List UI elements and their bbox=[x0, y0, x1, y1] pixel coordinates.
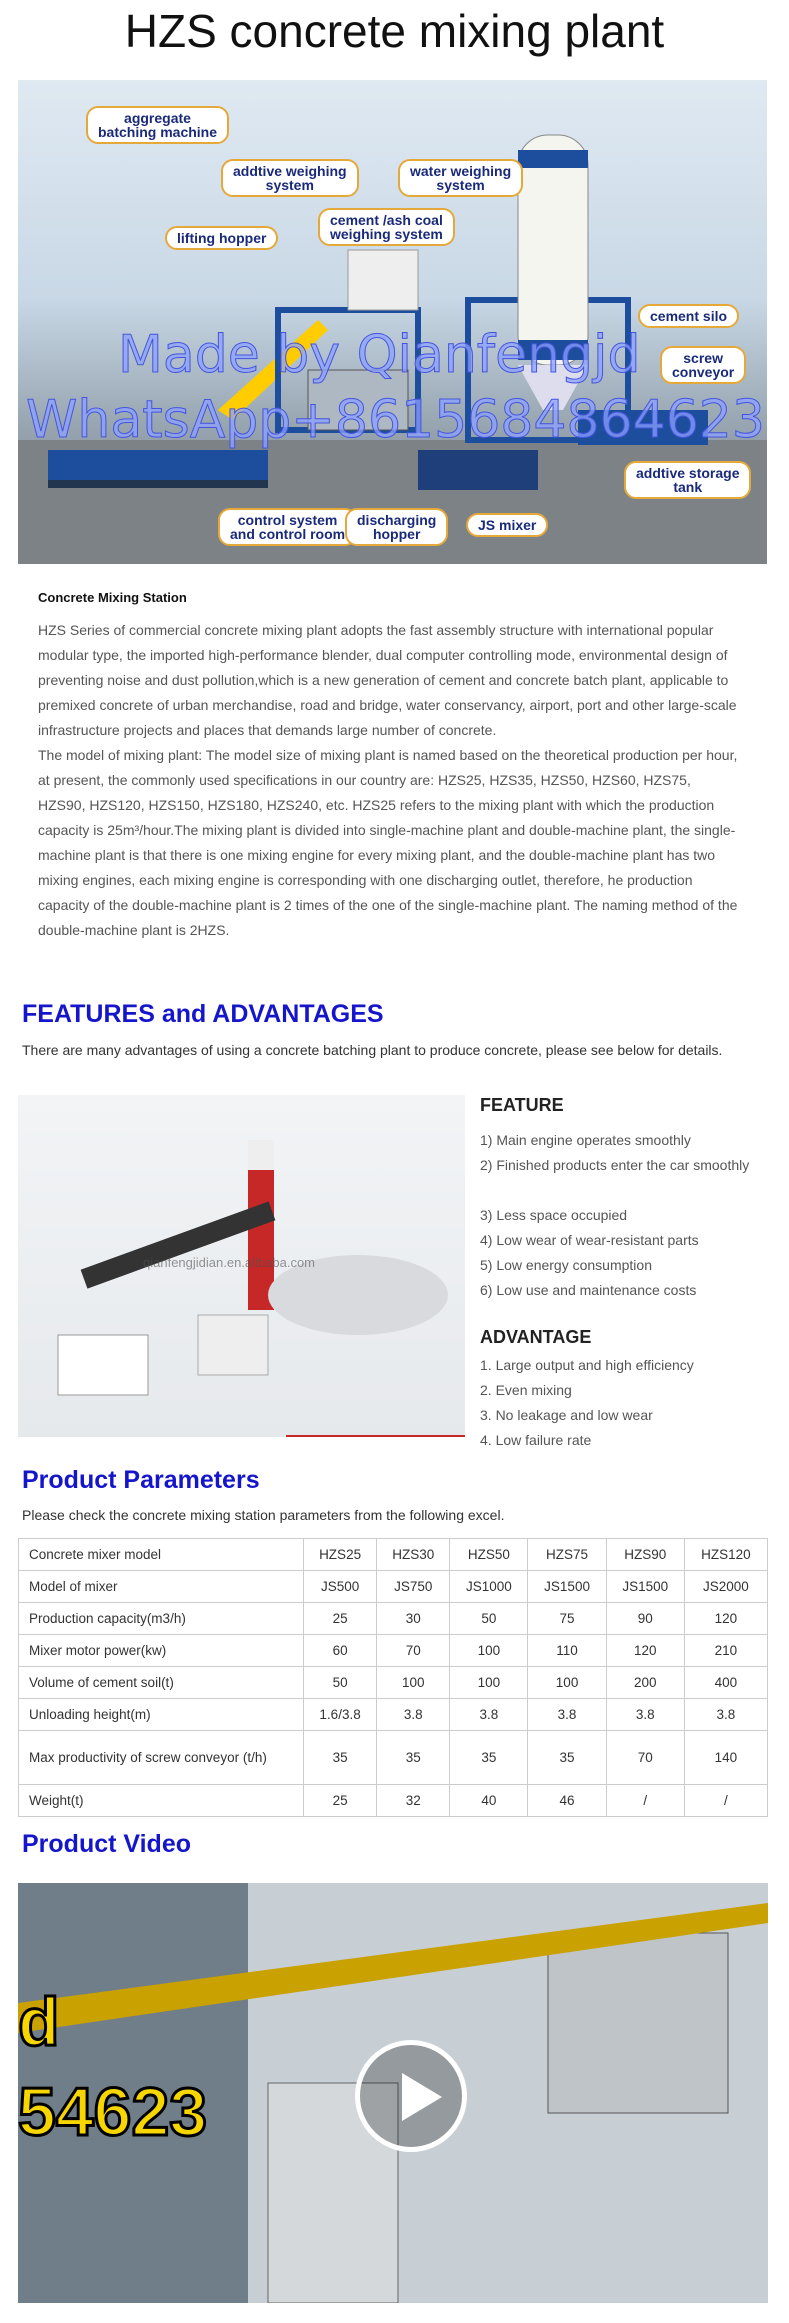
table-cell: 400 bbox=[684, 1667, 767, 1699]
station-para-1: HZS Series of commercial concrete mixing plant adopts the fast assembly structure with international popular modular type, the imported high-performance blender, dual computer controlling mode, environmental design of preventing noise and dust pollution,which is a new generation of cement and concrete batch plant, applicable to premixed concrete of urban merchandise, road and bridge, water conservancy, airport, port and other large-scale infrastructure projects and places that demands large number of concrete. bbox=[38, 622, 737, 738]
table-row bbox=[19, 1699, 768, 1731]
table-cell: 210 bbox=[684, 1635, 767, 1667]
table-cell: 35 bbox=[450, 1731, 528, 1785]
page-title: HZS concrete mixing plant bbox=[124, 5, 665, 57]
feature-item: 3) Less space occupied bbox=[480, 1207, 628, 1223]
table-cell: 120 bbox=[684, 1603, 767, 1635]
feature-title: FEATURE bbox=[480, 1095, 564, 1115]
parameters-heading: Product Parameters bbox=[22, 1466, 260, 1494]
table-row bbox=[19, 1635, 768, 1667]
features-intro: There are many advantages of using a concrete batching plant to produce concrete, please see below for details. bbox=[22, 1042, 723, 1058]
table-cell: 100 bbox=[450, 1635, 528, 1667]
table-cell: 3.8 bbox=[684, 1699, 767, 1731]
parameters-table bbox=[18, 1538, 768, 1817]
render-watermark: qianfengjidian.en.alibaba.com bbox=[143, 1255, 316, 1270]
label-lifting-hopper: lifting hopper bbox=[165, 226, 278, 250]
table-cell: 75 bbox=[528, 1603, 606, 1635]
video-overlay-text-1: d bbox=[18, 1984, 60, 2060]
table-row bbox=[19, 1603, 768, 1635]
table-row bbox=[19, 1571, 768, 1603]
label-js-mixer: JS mixer bbox=[466, 513, 548, 537]
video-overlay-text-2: 54623 bbox=[18, 2074, 208, 2150]
video-heading: Product Video bbox=[22, 1830, 192, 1858]
table-cell: 3.8 bbox=[528, 1699, 606, 1731]
label-cement-silo: cement silo bbox=[638, 304, 739, 328]
advantage-title: ADVANTAGE bbox=[480, 1327, 592, 1347]
advantage-item: 2. Even mixing bbox=[480, 1382, 572, 1398]
parameters-intro: Please check the concrete mixing station parameters from the following excel. bbox=[22, 1507, 505, 1523]
table-row bbox=[19, 1785, 768, 1817]
watermark-whatsapp: WhatsApp+8615684864623 bbox=[26, 390, 765, 450]
table-cell: 3.8 bbox=[606, 1699, 684, 1731]
table-cell: 140 bbox=[684, 1731, 767, 1785]
hero-diagram-image bbox=[18, 80, 767, 564]
table-cell: 70 bbox=[606, 1731, 684, 1785]
row-label: Production capacity(m3/h) bbox=[19, 1603, 304, 1635]
table-cell: 3.8 bbox=[377, 1699, 450, 1731]
play-icon[interactable] bbox=[355, 2040, 467, 2152]
row-label: Volume of cement soil(t) bbox=[19, 1667, 304, 1699]
table-cell: HZS120 bbox=[684, 1539, 767, 1571]
table-cell: / bbox=[606, 1785, 684, 1817]
feature-item: 2) Finished products enter the car smoothly bbox=[480, 1157, 750, 1173]
table-cell: HZS90 bbox=[606, 1539, 684, 1571]
table-cell: 3.8 bbox=[450, 1699, 528, 1731]
label-water-weighing: water weighing system bbox=[398, 159, 523, 197]
table-row bbox=[19, 1539, 768, 1571]
table-cell: 25 bbox=[304, 1603, 377, 1635]
table-cell: 200 bbox=[606, 1667, 684, 1699]
table-cell: 35 bbox=[304, 1731, 377, 1785]
table-cell: 50 bbox=[304, 1667, 377, 1699]
table-cell: JS750 bbox=[377, 1571, 450, 1603]
feature-item: 5) Low energy consumption bbox=[480, 1257, 652, 1273]
row-label: Max productivity of screw conveyor (t/h) bbox=[19, 1731, 304, 1785]
table-cell: 50 bbox=[450, 1603, 528, 1635]
table-cell: 46 bbox=[528, 1785, 606, 1817]
feature-item: 4) Low wear of wear-resistant parts bbox=[480, 1232, 699, 1248]
table-cell: / bbox=[684, 1785, 767, 1817]
label-aggregate-batching: aggregate batching machine bbox=[86, 106, 229, 144]
table-cell: HZS50 bbox=[450, 1539, 528, 1571]
table-cell: 35 bbox=[528, 1731, 606, 1785]
plant-render-image bbox=[18, 1095, 465, 1437]
label-additive-weighing: addtive weighing system bbox=[221, 159, 359, 197]
station-section bbox=[38, 590, 738, 943]
table-cell: 60 bbox=[304, 1635, 377, 1667]
table-cell: 110 bbox=[528, 1635, 606, 1667]
table-cell: 100 bbox=[528, 1667, 606, 1699]
feature-item: 6) Low use and maintenance costs bbox=[480, 1282, 697, 1298]
table-cell: 100 bbox=[377, 1667, 450, 1699]
table-cell: 30 bbox=[377, 1603, 450, 1635]
row-label: Unloading height(m) bbox=[19, 1699, 304, 1731]
table-cell: JS2000 bbox=[684, 1571, 767, 1603]
label-discharging-hopper: discharging hopper bbox=[345, 508, 448, 546]
label-cement-weighing: cement /ash coal weighing system bbox=[318, 208, 455, 246]
table-cell: HZS75 bbox=[528, 1539, 606, 1571]
row-label: Mixer motor power(kw) bbox=[19, 1635, 304, 1667]
table-cell: 35 bbox=[377, 1731, 450, 1785]
table-cell: 70 bbox=[377, 1635, 450, 1667]
advantage-item: 1. Large output and high efficiency bbox=[480, 1357, 694, 1373]
table-row bbox=[19, 1731, 768, 1785]
product-video[interactable] bbox=[18, 1883, 768, 2303]
table-cell: 90 bbox=[606, 1603, 684, 1635]
station-para-2: The model of mixing plant: The model size of mixing plant is named based on the theoretical production per hour, at present, the commonly used specifications in our country are: HZS25, HZS35, HZS50, HZS60, HZS75, HZS90, HZS120, HZS150, HZS180, HZS240, etc. HZS25 refers to the mixing plant with which the production capacity is 25m³/hour.The mixing plant is divided into single-machine plant and double-machine plant, the single-machine plant is that there is one mixing engine for every mixing plant, and the double-machine plant has two mixing engines, each mixing engine is corresponding with one discharging outlet, therefore, he production capacity of the double-machine plant is 2 times of the one of the single-machine plant. The naming method of the double-machine plant is 2HZS. bbox=[38, 747, 738, 938]
table-cell: HZS25 bbox=[304, 1539, 377, 1571]
advantage-item: 4. Low failure rate bbox=[480, 1432, 592, 1448]
features-heading: FEATURES and ADVANTAGES bbox=[22, 1000, 384, 1028]
feature-item: 1) Main engine operates smoothly bbox=[480, 1132, 691, 1148]
table-cell: 100 bbox=[450, 1667, 528, 1699]
table-cell: JS1500 bbox=[606, 1571, 684, 1603]
table-cell: JS1000 bbox=[450, 1571, 528, 1603]
table-row bbox=[19, 1667, 768, 1699]
station-heading: Concrete Mixing Station bbox=[38, 590, 187, 605]
advantage-item: 3. No leakage and low wear bbox=[480, 1407, 653, 1423]
table-cell: JS1500 bbox=[528, 1571, 606, 1603]
table-cell: 25 bbox=[304, 1785, 377, 1817]
table-cell: HZS30 bbox=[377, 1539, 450, 1571]
row-label: Weight(t) bbox=[19, 1785, 304, 1817]
table-cell: 1.6/3.8 bbox=[304, 1699, 377, 1731]
label-control-system: control system and control room bbox=[218, 508, 357, 546]
row-label: Model of mixer bbox=[19, 1571, 304, 1603]
label-screw-conveyor: screw conveyor bbox=[660, 346, 746, 384]
row-label: Concrete mixer model bbox=[19, 1539, 304, 1571]
table-cell: 32 bbox=[377, 1785, 450, 1817]
label-additive-tank: addtive storage tank bbox=[624, 461, 751, 499]
table-cell: 40 bbox=[450, 1785, 528, 1817]
table-cell: JS500 bbox=[304, 1571, 377, 1603]
table-cell: 120 bbox=[606, 1635, 684, 1667]
watermark-made-by: Made by Qianfengjd bbox=[118, 325, 641, 385]
